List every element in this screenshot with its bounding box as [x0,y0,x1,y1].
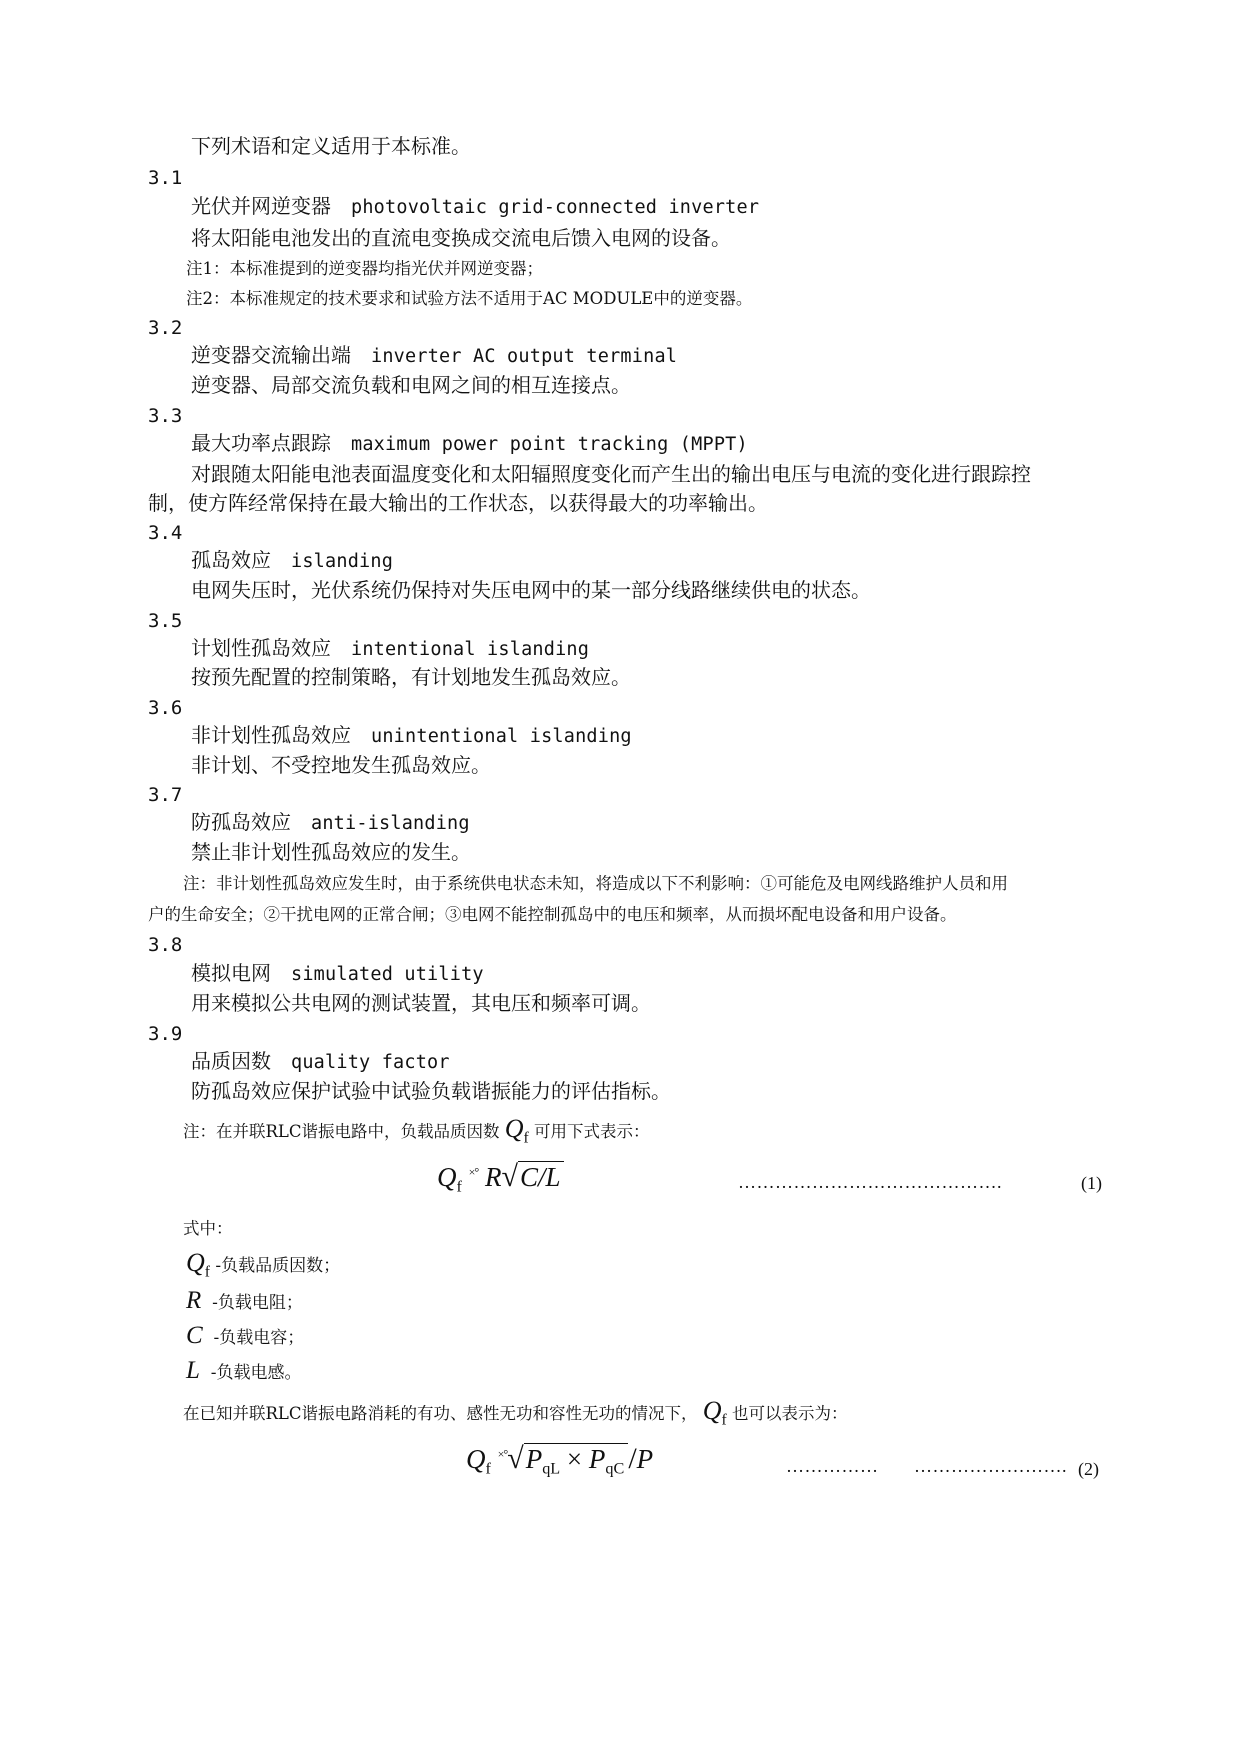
equation-number: (2) [1078,1459,1099,1479]
variable-l: L -负载电感。 [186,1357,302,1384]
equation-2: $Q_f$ $^{\times^\circ}√P_{qL} \times P_{qC}$ /P [466,1442,654,1478]
clause-number: 3.7 [148,784,183,806]
equation-leader-dots: …………… [786,1456,879,1476]
variable-r: R -负载电阻； [186,1287,303,1314]
equation-1: $Q_f$ ×° R√C/L [437,1160,564,1197]
note-text: 可用下式表示： [534,1122,650,1141]
term-heading [191,635,589,663]
term-zh: 品质因数 [191,1049,271,1073]
variable-desc: -负载电感。 [210,1363,302,1383]
term-definition: 将太阳能电池发出的直流电变换成交流电后馈入电网的设备。 [191,226,731,250]
note: 注2：本标准规定的技术要求和试验方法不适用于AC MODULE中的逆变器。 [186,289,753,308]
term-zh: 最大功率点跟踪 [191,431,331,455]
term-definition: 用来模拟公共电网的测试装置，其电压和频率可调。 [191,991,651,1015]
equation-leader-dots: ……………………………………. [738,1172,1002,1192]
variable-c: C -负载电容； [186,1322,305,1349]
term-en: quality factor [291,1052,450,1073]
where-label: 式中： [183,1219,233,1238]
term-heading [191,430,748,458]
note-text: 注：在并联RLC谐振电路中，负载品质因数 [183,1122,500,1141]
term-definition: 电网失压时，光伏系统仍保持对失压电网中的某一部分线路继续供电的状态。 [191,578,871,602]
term-en: unintentional islanding [371,726,632,747]
term-en: inverter AC output terminal [371,346,678,367]
term-zh: 孤岛效应 [191,548,271,572]
variable-desc: -负载电阻； [212,1293,303,1313]
term-zh: 计划性孤岛效应 [191,636,331,660]
paragraph [183,1398,848,1433]
term-en: simulated utility [291,964,484,985]
intro-text: 下列术语和定义适用于本标准。 [191,134,471,158]
term-definition: 按预先配置的控制策略，有计划地发生孤岛效应。 [191,665,631,689]
term-zh: 模拟电网 [191,961,271,985]
note [183,1116,650,1151]
paragraph-text: 也可以表示为： [732,1404,848,1423]
paragraph-text: 在已知并联RLC谐振电路消耗的有功、感性无功和容性无功的情况下， [183,1404,698,1423]
symbol-qf: $Q_f$ [504,1114,529,1147]
clause-number: 3.4 [148,522,183,544]
note-continued: 户的生命安全；②干扰电网的正常合闸；③电网不能控制孤岛中的电压和频率，从而损坏配电设备和用户设备。 [148,905,957,924]
term-en: anti-islanding [311,813,470,834]
variable-desc: -负载品质因数； [215,1256,341,1276]
term-heading [191,547,393,575]
term-heading [191,722,632,750]
term-en: islanding [291,551,394,572]
term-heading [191,960,484,988]
variable-qf: $Q_f$ -负载品质因数； [186,1248,341,1281]
clause-number: 3.3 [148,405,183,427]
term-definition: 非计划、不受控地发生孤岛效应。 [191,753,491,777]
term-en: photovoltaic grid-connected inverter [351,197,760,218]
clause-number: 3.6 [148,697,183,719]
term-zh: 光伏并网逆变器 [191,194,331,218]
term-definition: 防孤岛效应保护试验中试验负载谐振能力的评估指标。 [191,1079,671,1103]
variable-desc: -负载电容； [213,1328,305,1348]
note: 注1：本标准提到的逆变器均指光伏并网逆变器； [186,259,543,278]
clause-number: 3.1 [148,167,183,189]
term-definition: 对跟随太阳能电池表面温度变化和太阳辐照度变化而产生出的输出电压与电流的变化进行跟踪控 [191,462,1031,486]
term-heading [191,1048,450,1076]
term-heading [191,809,470,837]
term-zh: 防孤岛效应 [191,810,291,834]
term-definition: 逆变器、局部交流负载和电网之间的相互连接点。 [191,373,631,397]
clause-number: 3.9 [148,1023,183,1045]
term-heading [191,193,759,221]
equation-leader-dots: ……………………. [914,1456,1067,1476]
term-definition: 禁止非计划性孤岛效应的发生。 [191,840,471,864]
symbol-qf: $Q_f$ [702,1396,727,1429]
clause-number: 3.8 [148,934,183,956]
term-en: maximum power point tracking (MPPT) [351,434,748,455]
clause-number: 3.2 [148,317,183,339]
equation-number: (1) [1081,1173,1102,1193]
note: 注：非计划性孤岛效应发生时，由于系统供电状态未知，将造成以下不利影响：①可能危及电网线路维护人员和用 [183,874,1008,893]
term-zh: 逆变器交流输出端 [191,343,351,367]
clause-number: 3.5 [148,610,183,632]
term-definition-continued: 制，使方阵经常保持在最大输出的工作状态，以获得最大的功率输出。 [148,491,768,515]
term-heading [191,342,677,370]
term-zh: 非计划性孤岛效应 [191,723,351,747]
term-en: intentional islanding [351,639,590,660]
